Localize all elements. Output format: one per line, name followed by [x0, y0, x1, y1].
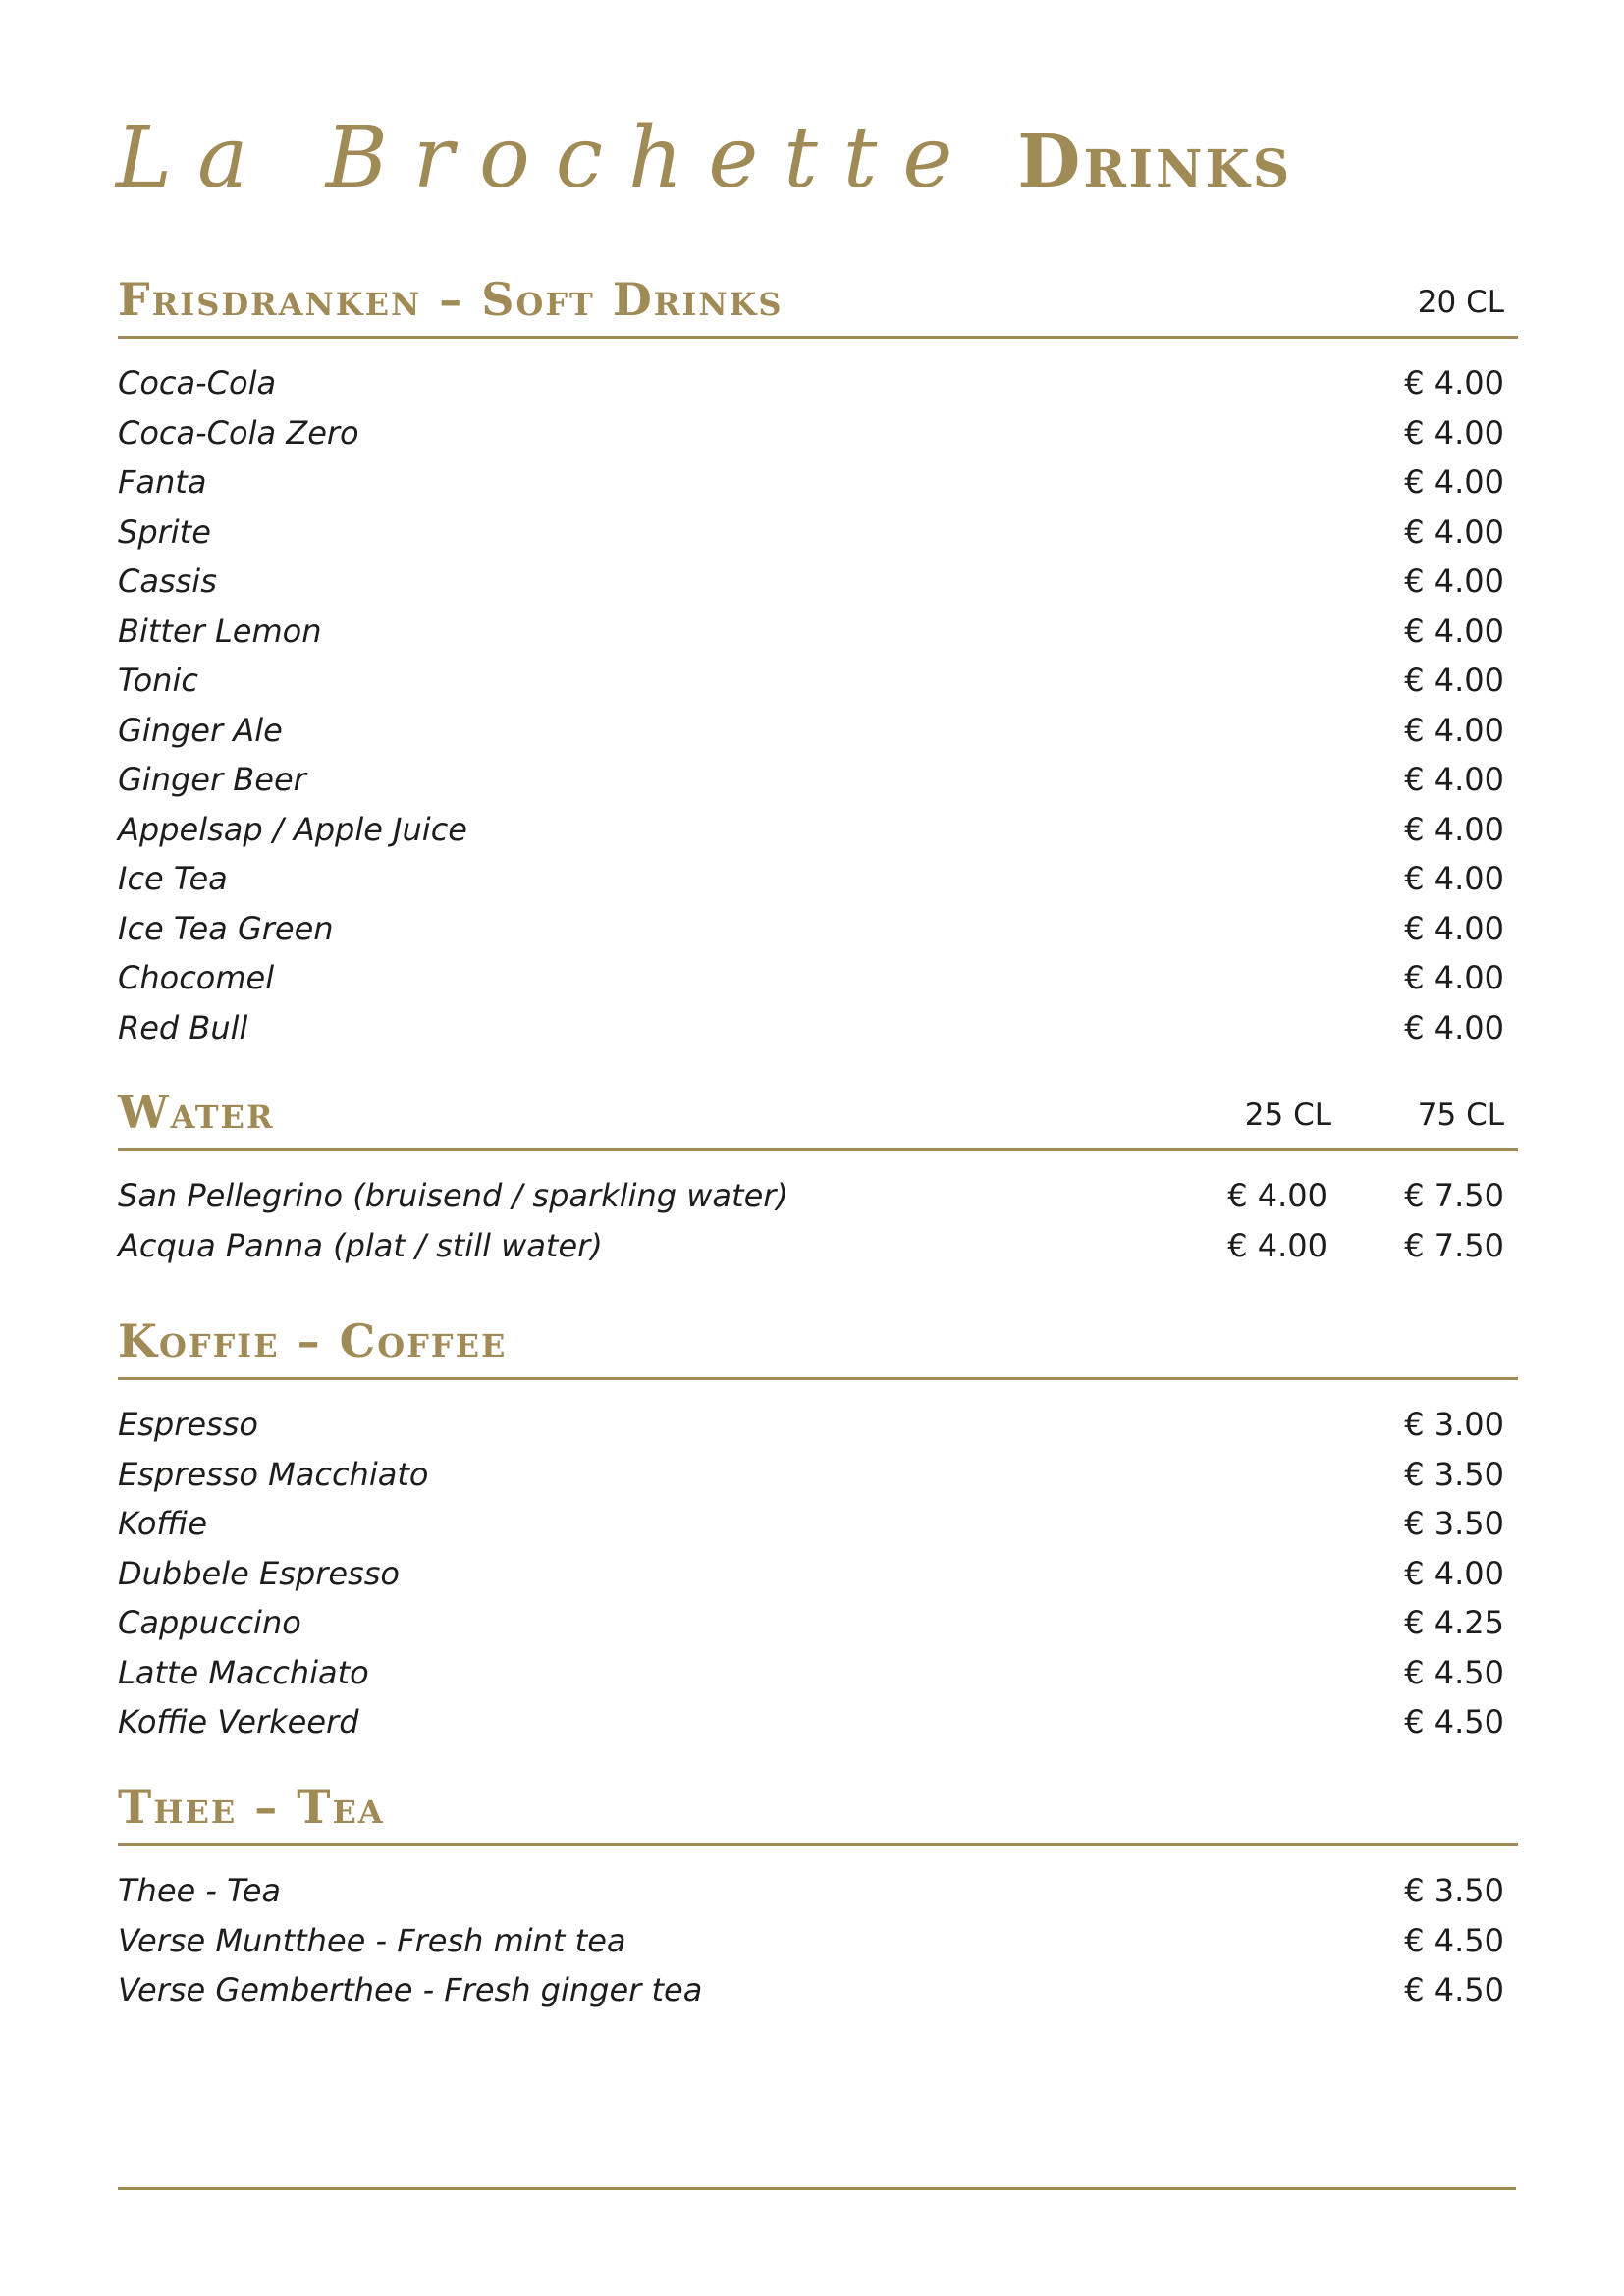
menu-item — [118, 1171, 1518, 1221]
size-column-label-large: 75 CL — [1417, 1097, 1504, 1133]
size-column-label: 20 CL — [1417, 285, 1504, 320]
menu-item — [118, 854, 1518, 904]
item-price: € 4.00 — [1404, 959, 1504, 996]
item-list — [118, 358, 1518, 1052]
item-price: € 4.00 — [1404, 364, 1504, 401]
item-price: € 4.00 — [1404, 1008, 1504, 1046]
item-price: € 4.00 — [1404, 612, 1504, 650]
menu-item — [118, 1648, 1518, 1698]
item-price: € 4.00 — [1404, 512, 1504, 551]
size-column-label-small: 25 CL — [1244, 1097, 1331, 1133]
item-price: € 4.00 — [1404, 463, 1504, 501]
item-name: Ginger Beer — [118, 761, 306, 798]
section-soft-drinks — [118, 275, 1518, 1052]
item-price-small: € 4.00 — [1227, 1177, 1327, 1214]
section-tea — [118, 1783, 1518, 2015]
menu-item — [118, 1598, 1518, 1648]
item-name: Espresso — [118, 1406, 258, 1443]
menu-item — [118, 358, 1518, 408]
item-name: Ginger Ale — [118, 711, 283, 749]
menu-item — [118, 557, 1518, 607]
menu-item — [118, 507, 1518, 558]
item-price: € 4.00 — [1404, 413, 1504, 452]
item-name: Latte Macchiato — [118, 1653, 369, 1691]
menu-item — [118, 408, 1518, 458]
menu-item — [118, 755, 1518, 805]
item-price: € 4.00 — [1404, 810, 1504, 848]
item-price: € 3.50 — [1404, 1505, 1504, 1542]
menu-item — [118, 904, 1518, 954]
item-name: San Pellegrino (bruisend / sparkling water) — [118, 1177, 788, 1214]
item-price: € 3.50 — [1404, 1455, 1504, 1493]
item-name: Chocomel — [118, 959, 275, 996]
item-name: Bitter Lemon — [118, 612, 322, 650]
item-name: Acqua Panna (plat / still water) — [118, 1226, 603, 1264]
item-price: € 3.00 — [1404, 1406, 1504, 1443]
footer-divider — [118, 2187, 1516, 2190]
item-price: € 4.00 — [1404, 562, 1504, 600]
menu-header — [116, 109, 1293, 234]
item-name: Fanta — [118, 463, 207, 501]
item-name: Koffie Verkeerd — [118, 1703, 359, 1740]
item-price: € 4.00 — [1404, 1554, 1504, 1592]
item-price: € 4.00 — [1404, 662, 1504, 699]
section-title: Koffie – Coffee — [118, 1314, 508, 1367]
page-title: Drinks — [1017, 120, 1293, 204]
item-price: € 4.00 — [1404, 761, 1504, 798]
item-price: € 4.50 — [1404, 1971, 1504, 2008]
item-price: € 4.00 — [1404, 909, 1504, 947]
item-list — [118, 1400, 1518, 1747]
menu-item — [118, 1965, 1518, 2015]
item-price: € 4.25 — [1404, 1604, 1504, 1641]
item-name: Cassis — [118, 562, 217, 600]
item-name: Red Bull — [118, 1008, 248, 1046]
menu-item — [118, 953, 1518, 1003]
menu-item — [118, 1916, 1518, 1966]
item-name: Sprite — [118, 512, 211, 551]
item-price: € 4.50 — [1404, 1921, 1504, 1959]
item-name: Appelsap / Apple Juice — [118, 810, 467, 848]
menu-item — [118, 805, 1518, 855]
section-title: Thee – Tea — [118, 1781, 385, 1834]
item-name: Espresso Macchiato — [118, 1455, 429, 1493]
brand-logo-text: La Brochette — [116, 109, 979, 207]
section-title: Frisdranken – Soft Drinks — [118, 273, 784, 326]
item-price-large: € 7.50 — [1404, 1177, 1504, 1214]
section-header — [118, 275, 1518, 339]
menu-item — [118, 1697, 1518, 1747]
menu-item — [118, 1400, 1518, 1450]
menu-item — [118, 1003, 1518, 1053]
item-name: Verse Muntthee - Fresh mint tea — [118, 1921, 626, 1959]
section-water — [118, 1088, 1518, 1270]
section-title: Water — [118, 1086, 275, 1139]
menu-item — [118, 1450, 1518, 1500]
section-header — [118, 1783, 1518, 1846]
item-name: Verse Gemberthee - Fresh ginger tea — [118, 1971, 703, 2008]
item-name: Koffie — [118, 1505, 208, 1542]
menu-item — [118, 1499, 1518, 1549]
item-price: € 3.50 — [1404, 1872, 1504, 1909]
item-price: € 4.00 — [1404, 860, 1504, 897]
menu-item — [118, 1866, 1518, 1916]
item-name: Ice Tea — [118, 860, 228, 897]
menu-item — [118, 457, 1518, 507]
menu-item — [118, 607, 1518, 657]
item-price-small: € 4.00 — [1227, 1226, 1327, 1264]
menu-item — [118, 1221, 1518, 1271]
item-price: € 4.50 — [1404, 1703, 1504, 1740]
item-list — [118, 1171, 1518, 1270]
item-price: € 4.00 — [1404, 711, 1504, 749]
section-header — [118, 1088, 1518, 1151]
item-name: Thee - Tea — [118, 1872, 281, 1909]
item-name: Coca-Cola Zero — [118, 413, 359, 452]
section-header — [118, 1316, 1518, 1380]
item-name: Dubbele Espresso — [118, 1554, 400, 1592]
menu-item — [118, 1549, 1518, 1599]
item-name: Coca-Cola — [118, 364, 277, 401]
item-price-large: € 7.50 — [1404, 1226, 1504, 1264]
item-list — [118, 1866, 1518, 2015]
section-coffee — [118, 1316, 1518, 1747]
menu-item — [118, 656, 1518, 706]
menu-item — [118, 706, 1518, 756]
item-price: € 4.50 — [1404, 1653, 1504, 1691]
item-name: Cappuccino — [118, 1604, 301, 1641]
item-name: Tonic — [118, 662, 198, 699]
item-name: Ice Tea Green — [118, 909, 334, 947]
